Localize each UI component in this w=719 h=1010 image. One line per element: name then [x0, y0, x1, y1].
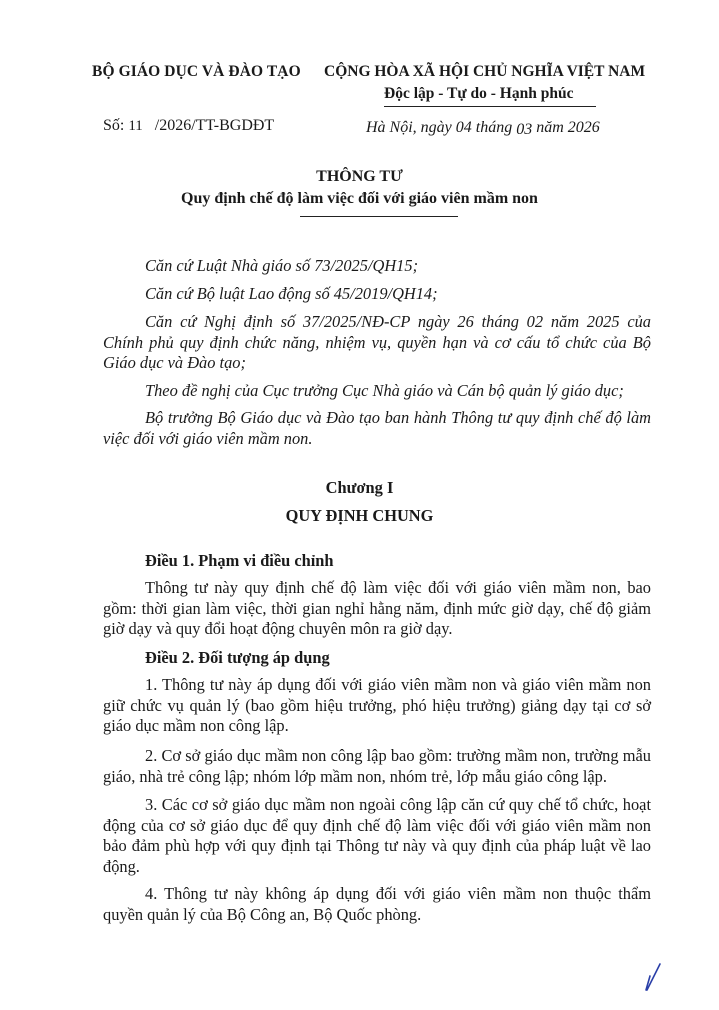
article-heading: Điều 2. Đối tượng áp dụng	[145, 648, 330, 667]
article-paragraph: 3. Các cơ sở giáo dục mầm non ngoài công lập căn cứ quy chế tổ chức, hoạt động của cơ sở giáo dục để quy định chế độ làm việc đối với giáo viên mầm non bảo đảm phù hợp với quy định tại Thông tư này và quy định của pháp luật về lao động.	[103, 795, 651, 876]
national-motto: Độc lập - Tự do - Hạnh phúc	[384, 85, 574, 102]
article-paragraph: 1. Thông tư này áp dụng đối với giáo viên mầm non và giáo viên mầm non giữ chức vụ quản lý (bao gồm hiệu trưởng, phó hiệu trưởng) giảng dạy tại cơ sở giáo dục mầm non công lập.	[103, 675, 651, 735]
document-type: THÔNG TƯ	[316, 168, 403, 185]
document-subject: Quy định chế độ làm việc đối với giáo viên mầm non	[181, 190, 538, 207]
place-date-part: Hà Nội, ngày	[366, 119, 452, 136]
preamble-item: Theo đề nghị của Cục trưởng Cục Nhà giáo và Cán bộ quản lý giáo dục;	[145, 381, 624, 400]
preamble-item: Bộ trưởng Bộ Giáo dục và Đào tạo ban hành Thông tư quy định chế độ làm việc đối với giáo viên mầm non.	[103, 408, 651, 448]
doc-no-prefix: Số:	[103, 117, 125, 134]
place-date-part: tháng	[475, 119, 513, 136]
article-paragraph: 4. Thông tư này không áp dụng đối với giáo viên mầm non thuộc thẩm quyền quản lý của Bộ Công an, Bộ Quốc phòng.	[103, 884, 651, 924]
article-paragraph: 2. Cơ sở giáo dục mầm non công lập bao gồm: trường mầm non, trường mẫu giáo, nhà trẻ công lập; nhóm lớp mầm non, nhóm trẻ, lớp mẫu giáo công lập.	[103, 746, 651, 786]
motto-underline	[384, 106, 596, 107]
date-day: 04	[455, 119, 472, 136]
doc-no-value: 11	[128, 118, 143, 134]
article-paragraph: Thông tư này quy định chế độ làm việc đối với giáo viên mầm non, bao gồm: thời gian làm việc, thời gian nghỉ hằng năm, định mức giờ dạy, chế độ giảm giờ dạy và quy đổi hoạt động chuyên môn ra giờ dạy.	[103, 578, 651, 638]
chapter-number: Chương I	[325, 478, 394, 497]
preamble-item: Căn cứ Nghị định số 37/2025/NĐ-CP ngày 26 tháng 02 năm 2025 của Chính phủ quy định chức năng, nhiệm vụ, quyền hạn và cơ cấu tổ chức của Bộ Giáo dục và Đào tạo;	[103, 312, 651, 372]
place-date-part: năm 2026	[536, 119, 600, 136]
article-heading: Điều 1. Phạm vi điều chỉnh	[145, 551, 334, 570]
chapter-name: QUY ĐỊNH CHUNG	[285, 506, 434, 525]
doc-no-suffix: /2026/TT-BGDĐT	[154, 117, 275, 134]
document-number	[103, 117, 274, 135]
preamble-item: Căn cứ Luật Nhà giáo số 73/2025/QH15;	[145, 256, 419, 275]
national-title: CỘNG HÒA XÃ HỘI CHỦ NGHĨA VIỆT NAM	[324, 63, 646, 80]
preamble-item: Căn cứ Bộ luật Lao động số 45/2019/QH14;	[145, 284, 438, 303]
issuing-agency: BỘ GIÁO DỤC VÀ ĐÀO TẠO	[92, 63, 301, 80]
date-month: 03	[516, 121, 533, 138]
place-date	[366, 119, 600, 137]
title-underline	[300, 216, 458, 217]
initial-tick-icon	[644, 962, 662, 992]
